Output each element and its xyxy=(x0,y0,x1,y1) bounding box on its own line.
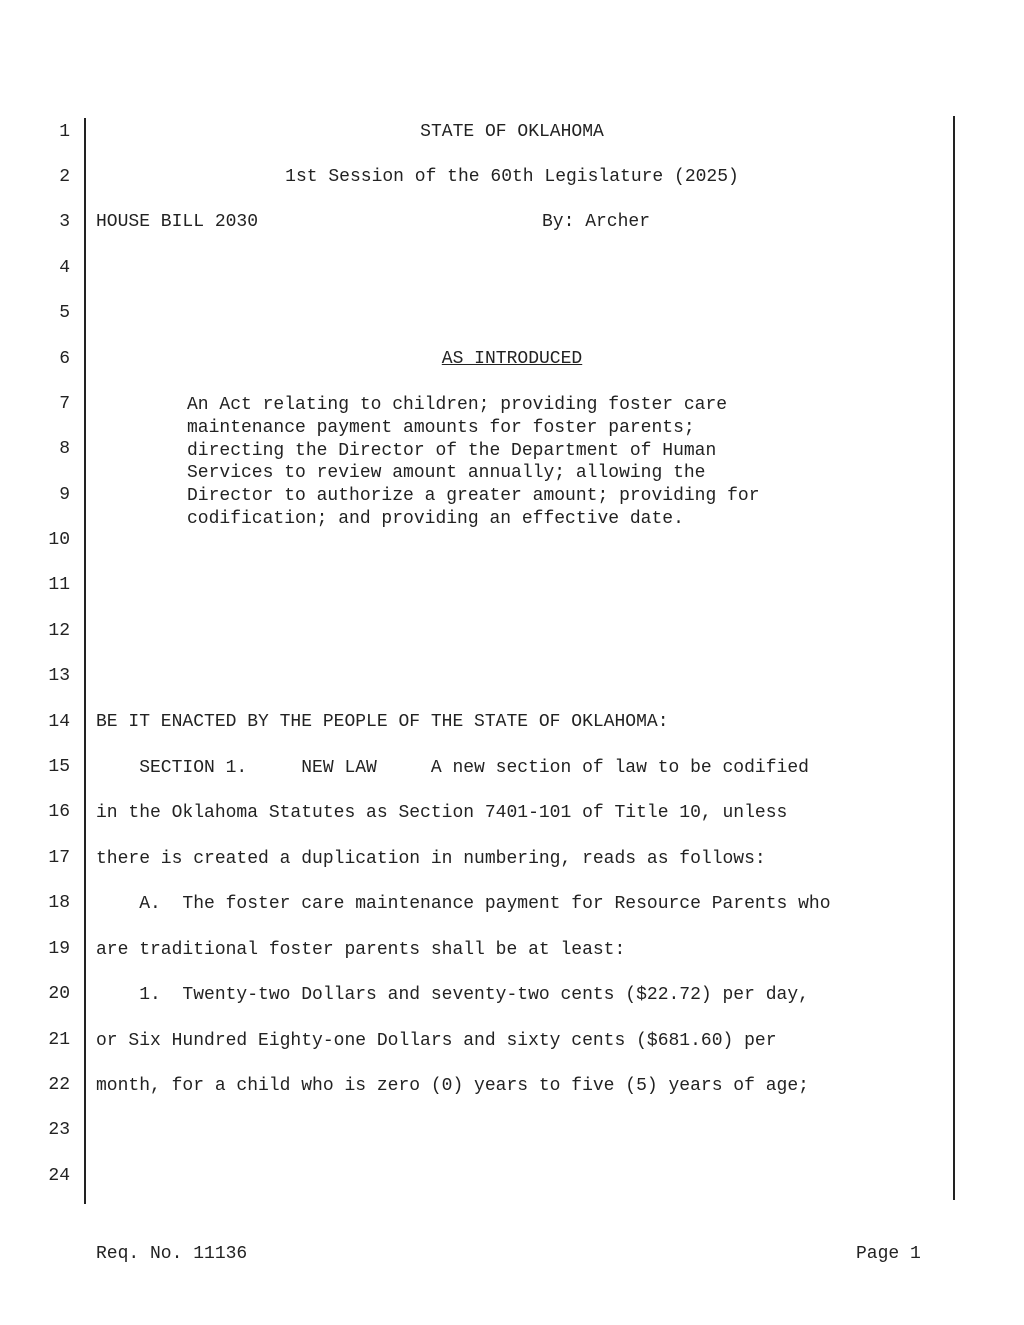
bill-status xyxy=(96,348,928,370)
line-number: 19 xyxy=(48,939,70,959)
line-number: 3 xyxy=(59,212,70,232)
body-line-18: A. The foster care maintenance payment for Resource Parents who xyxy=(96,894,831,914)
line-number: 10 xyxy=(48,530,70,550)
left-margin-rule xyxy=(84,118,86,1204)
line-number: 21 xyxy=(48,1030,70,1050)
line-number: 1 xyxy=(59,122,70,142)
request-number: Req. No. 11136 xyxy=(96,1244,248,1264)
line-number: 17 xyxy=(48,848,70,868)
line-number: 6 xyxy=(59,349,70,369)
bill-summary: An Act relating to children; providing foster care maintenance payment amounts for foster parents; directing the Director of the Department of Human Services to review amount annually; allowing the Director to authorize a greater amount; providing for codification; and providing an effective date. xyxy=(187,395,760,529)
line-number: 23 xyxy=(48,1120,70,1140)
line-number: 13 xyxy=(48,666,70,686)
line-number: 20 xyxy=(48,984,70,1004)
line-number: 2 xyxy=(59,167,70,187)
line-number: 16 xyxy=(48,802,70,822)
line-number: 15 xyxy=(48,757,70,777)
bill-number: HOUSE BILL 2030 xyxy=(96,212,259,232)
line-number: 12 xyxy=(48,621,70,641)
body-line-21: or Six Hundred Eighty-one Dollars and sixty cents ($681.60) per xyxy=(96,1031,777,1051)
body-line-17: there is created a duplication in numbering, reads as follows: xyxy=(96,849,766,869)
body-line-22: month, for a child who is zero (0) years to five (5) years of age; xyxy=(96,1076,809,1096)
enacting-clause: BE IT ENACTED BY THE PEOPLE OF THE STATE OF OKLAHOMA: xyxy=(96,712,669,732)
bill-status-label: AS INTRODUCED xyxy=(441,349,583,369)
state-heading: STATE OF OKLAHOMA xyxy=(420,122,604,142)
line-number: 4 xyxy=(59,258,70,278)
body-line-19: are traditional foster parents shall be at least: xyxy=(96,940,626,960)
right-margin-rule xyxy=(953,116,955,1200)
page-number: Page 1 xyxy=(856,1244,921,1264)
line-number: 11 xyxy=(48,575,70,595)
body-line-15: SECTION 1. NEW LAW A new section of law to be codified xyxy=(96,758,809,778)
line-number: 24 xyxy=(48,1166,70,1186)
body-line-16: in the Oklahoma Statutes as Section 7401-101 of Title 10, unless xyxy=(96,803,788,823)
line-number: 22 xyxy=(48,1075,70,1095)
line-number: 14 xyxy=(48,712,70,732)
line-number: 5 xyxy=(59,303,70,323)
line-number: 7 xyxy=(59,394,70,414)
bill-author: By: Archer xyxy=(542,212,651,232)
line-number: 9 xyxy=(59,485,70,505)
body-line-20: 1. Twenty-two Dollars and seventy-two cents ($22.72) per day, xyxy=(96,985,809,1005)
session-heading: 1st Session of the 60th Legislature (2025) xyxy=(285,167,739,187)
line-number: 8 xyxy=(59,439,70,459)
line-number: 18 xyxy=(48,893,70,913)
